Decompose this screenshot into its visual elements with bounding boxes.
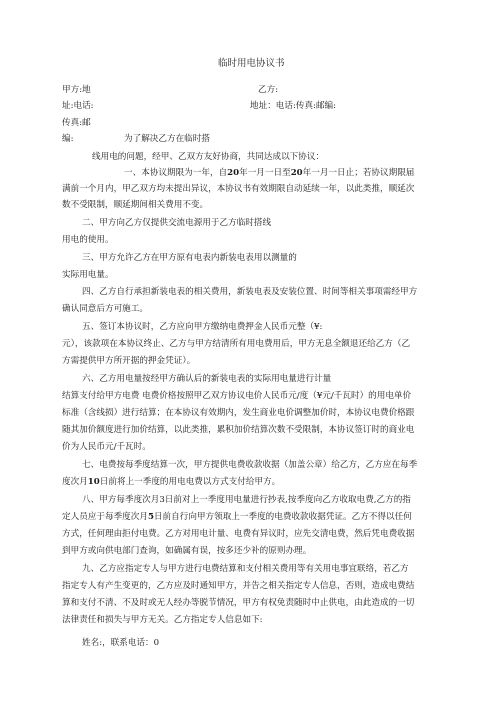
clause-6-line-5: 价为人民币元/千瓦时。 (62, 442, 151, 452)
clause-5-line-1: 五、签订本协议时，乙方应向甲方缴纳电费押金人民币元整（¥: (82, 322, 323, 332)
clause-5-line-3: 方需提供甲方所开据的押金凭证）。 (62, 356, 196, 366)
clause-1-line-3: 数不受限制，顺延期间相关费用不变。 (62, 200, 209, 210)
party-a-address-phone: 址:电话: (62, 101, 94, 111)
party-a-label: 甲方:地 (62, 85, 91, 95)
clause-1-line-2: 满前一个月内，甲乙双方均未提出异议，本协议书有效期限自动延续一年，以此类推，顺延次 (62, 184, 415, 194)
clause-8-line-1: 八、甲方每季度次月3日前对上一季度用电量进行抄表,按季度向乙方收取电费,乙方的指 (82, 495, 411, 505)
clause-7-line-2: 度次月10日前将上一季度的用电电费以方式支付给甲方。 (62, 477, 281, 487)
document-title: 临时用电协议书 (218, 58, 285, 69)
party-b-label: 乙方: (258, 85, 279, 95)
party-a-fax-label: 传真:邮 (62, 118, 91, 128)
clause-5-line-2: 元），该款项在本协议终止、乙方与甲方结清所有用电费用后，甲方无息全额退还给乙方（乙 (62, 339, 411, 349)
clause-4-line-2: 确认同意后方可施工。 (62, 304, 148, 314)
party-a-postcode-label: 编: (62, 134, 74, 144)
clause-1-line-1: 一、本协议期限为一年，自20年一月一日至20年一月一日止；若协议期限届 (124, 168, 415, 178)
clause-8-line-3: 方式，任何理由拒付电费。乙方对用电计量、电费有异议时，应先交清电费，然后凭电费收据 (62, 529, 415, 539)
intro-continuation: 线用电的问题，经甲、乙双方友好协商，共同达成以下协议： (92, 152, 325, 162)
clause-8-line-4: 到甲方或向供电部门查询，如确属有误，按多还少补的原则办理。 (62, 546, 312, 556)
clause-4-line-1: 四、乙方自行承担新装电表的相关费用，新装电表及安装位置、时间等相关事项需经甲方 (82, 287, 418, 297)
contact-info-line: 姓名:，联系电话：0 (82, 638, 160, 648)
clause-6-line-1: 六、乙方用电量按经甲方确认后的新装电表的实际用电量进行计量 (82, 374, 332, 384)
clause-2-line-1: 二、甲方向乙方仅提供交流电源用于乙方临时搭线 (82, 218, 272, 228)
clause-9-line-4: 法律责任和损失与甲方无关。乙方指定专人信息如下: (62, 615, 263, 625)
clause-8-line-2: 定人员应于每季度次月5日前自行向甲方领取上一季度的电费收款收据凭证。乙方不得以任何 (62, 512, 412, 522)
clause-3-line-2: 实际用电量。 (62, 270, 114, 280)
clause-6-line-2: 结算支付给甲方电费 电费价格按照甲乙双方协议电价人民币元/度（¥元/千瓦时）的用电单价 (62, 391, 412, 401)
party-b-contact-fields: 地址：电话:传真:邮编: (250, 101, 337, 111)
clause-6-line-3: 标准（含线损）进行结算；在本协议有效期内，发生商业电价调整加价时，本协议电费价格跟 (62, 408, 415, 418)
clause-7-line-1: 七、电费按每季度结算一次，甲方提供电费收款收据（加盖公章）给乙方，乙方应在每季 (82, 460, 418, 470)
clause-2-line-2: 用电的使用。 (62, 235, 114, 245)
intro-text: 为了解决乙方在临时搭 (124, 134, 210, 144)
clause-6-line-4: 随其加价额度进行加价结算，以此类推，累积加价结算次数不受限制，本协议签订时的商业电 (62, 425, 415, 435)
clause-9-line-2: 指定专人有产生变更的，乙方应及时通知甲方，并告之相关指定专人信息，否则，造成电费结 (62, 581, 415, 591)
clause-3-line-1: 三、甲方允许乙方在甲方原有电表内新装电表用以测量的 (82, 253, 297, 263)
clause-9-line-1: 九、乙方应指定专人与甲方进行电费结算和支付相关费用等有关用电事宜联络，若乙方 (82, 564, 409, 574)
clause-9-line-3: 算和支付不清、不及时或无人经办等脱节情况，甲方有权免责随时中止供电，由此造成的一切 (62, 598, 415, 608)
